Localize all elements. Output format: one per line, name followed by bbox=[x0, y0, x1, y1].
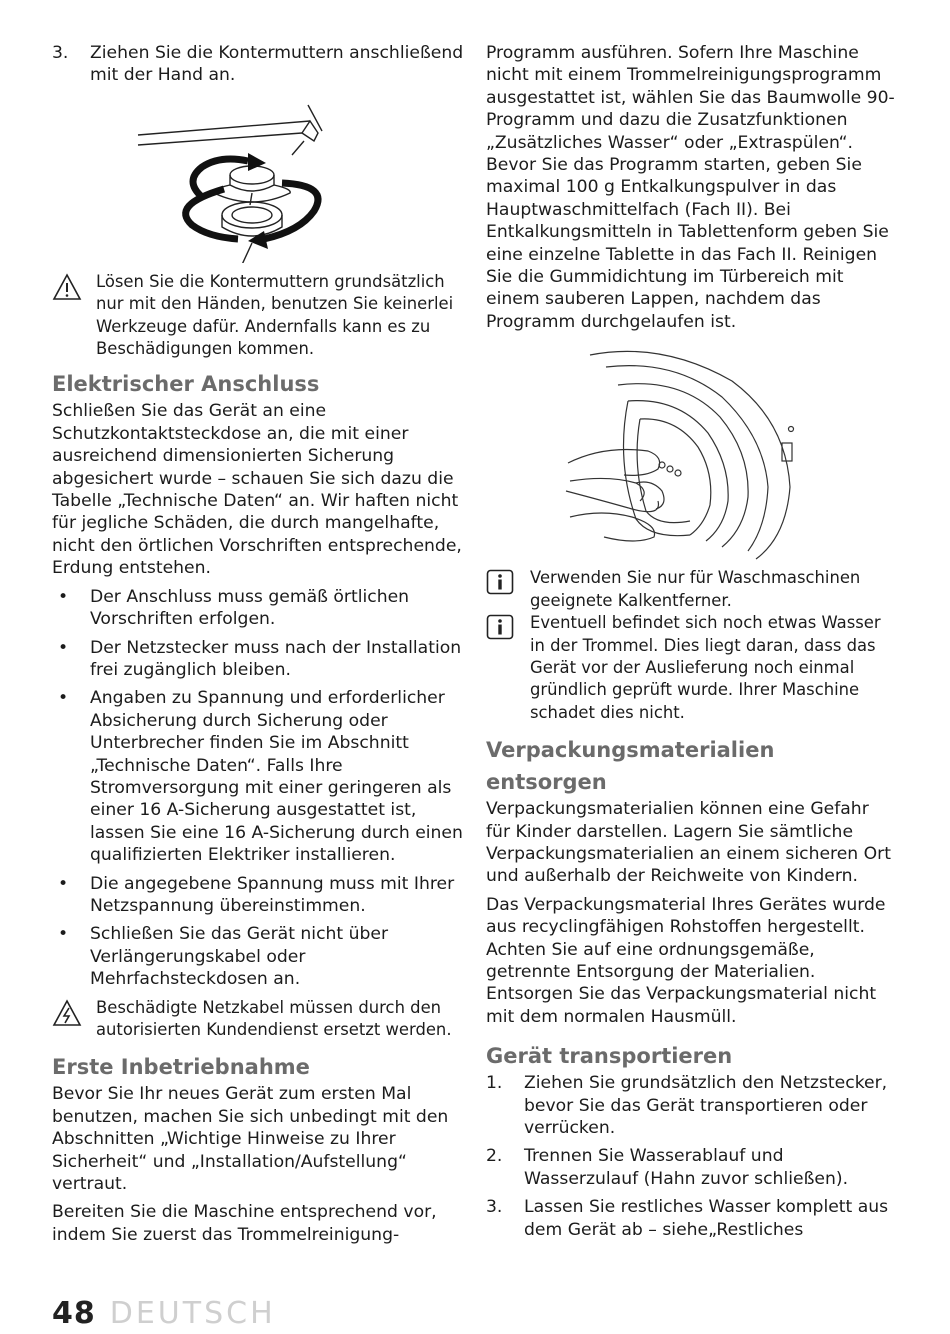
warning-text: Beschädigte Netzkabel müssen durch den autorisierten Kundendienst ersetzt werden. bbox=[96, 997, 452, 1039]
info-text: Eventuell befindet sich noch etwas Wasser in der Trommel. Dies liegt daran, dass das Gerät vor der Auslieferung noch einmal gründlich geprüft wurde. Ihrer Maschine schadet dies nicht. bbox=[530, 613, 881, 722]
transport-steps bbox=[486, 1072, 898, 1241]
warning-triangle-icon bbox=[52, 273, 82, 301]
step-number: 2. bbox=[486, 1146, 503, 1167]
list-item bbox=[486, 1196, 898, 1241]
bullet-marker: • bbox=[58, 924, 69, 945]
language-label: DEUTSCH bbox=[109, 1296, 276, 1331]
heading-packaging-disposal: Verpackungsmaterialien entsorgen bbox=[486, 738, 775, 795]
electric-warning-icon bbox=[52, 999, 82, 1027]
list-item bbox=[52, 637, 464, 682]
step-number: 1. bbox=[486, 1073, 503, 1094]
bullet-text: Die angegebene Spannung muss mit Ihrer Netzspannung übereinstimmen. bbox=[90, 873, 455, 916]
step-text: Ziehen Sie grundsätzlich den Netzstecker, bevor Sie das Gerät transportieren oder verrücken. bbox=[524, 1073, 888, 1138]
heading-electric-connection: Elektrischer Anschluss bbox=[52, 372, 320, 397]
warning-note-power-cable bbox=[52, 997, 464, 1042]
step-text: Lassen Sie restliches Wasser komplett aus dem Gerät ab – siehe„Restliches bbox=[524, 1197, 889, 1240]
warning-text: Lösen Sie die Kontermuttern grundsätzlich nur mit den Händen, benutzen Sie keinerlei Werkzeuge dafür. Andernfalls kann es zu Beschädigungen kommen. bbox=[96, 271, 454, 359]
counter-nut-illustration bbox=[52, 93, 464, 263]
step-text: Trennen Sie Wasserablauf und Wasserzulauf (Hahn zuvor schließen). bbox=[524, 1146, 849, 1189]
bullet-text: Angaben zu Spannung und erforderlicher Absicherung durch Sicherung oder Unterbrecher finden Sie im Abschnitt „Technische Daten“. Falls Ihre Stromversorgung mit einer geringeren als einer 16 A-Sicherung ausgestattet ist, lassen Sie eine 16 A-Sicherung durch einen qualifizierten Elektriker installieren. bbox=[90, 688, 463, 866]
heading-transport: Gerät transportieren bbox=[486, 1044, 733, 1069]
bullet-marker: • bbox=[58, 873, 69, 894]
left-column bbox=[52, 42, 464, 1252]
step-3 bbox=[52, 42, 464, 87]
warning-note-counter-nuts bbox=[52, 271, 464, 361]
step-text: Ziehen Sie die Kontermuttern anschließend mit der Hand an. bbox=[90, 43, 464, 86]
bullet-text: Der Anschluss muss gemäß örtlichen Vorschriften erfolgen. bbox=[90, 586, 410, 630]
counter-nut-steps bbox=[52, 42, 464, 87]
info-icon bbox=[486, 569, 514, 595]
list-item bbox=[52, 873, 464, 918]
bullet-text: Schließen Sie das Gerät nicht über Verlängerungskabel oder Mehrfachsteckdosen an. bbox=[90, 924, 389, 990]
step-number: 3. bbox=[486, 1197, 503, 1218]
bullet-marker: • bbox=[58, 688, 69, 709]
list-item bbox=[52, 586, 464, 631]
list-item bbox=[486, 1145, 898, 1190]
door-seal-cleaning-illustration bbox=[486, 341, 898, 561]
info-icon bbox=[486, 614, 514, 640]
step-number: 3. bbox=[52, 43, 69, 63]
packaging-paragraph-1: Verpackungsmaterialien können eine Gefahr für Kinder darstellen. Lagern Sie sämtliche Verpackungsmaterialien an einem sicheren Ort und außerhalb der Reichweite von Kindern. bbox=[486, 799, 891, 887]
first-use-paragraph-1: Bevor Sie Ihr neues Gerät zum ersten Mal benutzen, machen Sie sich unbedingt mit den Abschnitten „Wichtige Hinweise zu Ihrer Sicherheit“ und „Installation/Aufstellung“ vertraut. bbox=[52, 1084, 449, 1195]
list-item bbox=[52, 923, 464, 990]
right-column bbox=[486, 42, 898, 1247]
bullet-marker: • bbox=[58, 586, 69, 607]
info-note-descaler bbox=[486, 567, 898, 612]
packaging-paragraph-2: Das Verpackungsmaterial Ihres Gerätes wurde aus recyclingfähigen Rohstoffen hergestellt. Achten Sie auf eine ordnungsgemäße, getrennte Entsorgung der Materialien. Entsorgen Sie das Verpackungsmaterial nicht mit dem normalen Hausmüll. bbox=[486, 894, 886, 1027]
page-number: 48 bbox=[52, 1296, 96, 1331]
page-footer bbox=[52, 1296, 276, 1331]
heading-first-use: Erste Inbetriebnahme bbox=[52, 1055, 310, 1080]
bullet-text: Der Netzstecker muss nach der Installation frei zugänglich bleiben. bbox=[90, 637, 462, 680]
info-text: Verwenden Sie nur für Waschmaschinen geeignete Kalkentferner. bbox=[530, 568, 861, 610]
electric-bullet-list bbox=[52, 586, 464, 991]
list-item bbox=[486, 1072, 898, 1139]
first-use-paragraph-2: Bereiten Sie die Maschine entsprechend vor, indem Sie zuerst das Trommelreinigung- bbox=[52, 1202, 437, 1245]
bullet-marker: • bbox=[58, 637, 69, 658]
electric-paragraph: Schließen Sie das Gerät an eine Schutzkontaktsteckdose an, die mit einer ausreichend dimensionierten Sicherung abgesichert wurde – schauen Sie sich dazu die Tabelle „Technische Daten“ an. Wir haften nicht für jegliche Schäden, die durch mangelhafte, nicht den örtlichen Vorschriften entsprechende, Erdung entstehen. bbox=[52, 401, 462, 579]
list-item bbox=[52, 687, 464, 866]
info-note-residual-water bbox=[486, 612, 898, 724]
drum-cleaning-paragraph: Programm ausführen. Sofern Ihre Maschine nicht mit einem Trommelreinigungsprogramm ausgestattet ist, wählen Sie das Baumwolle 90-Programm und dazu die Zusatzfunktionen „Zusätzliches Wasser“ oder „Extraspülen“. Bevor Sie das Programm starten, geben Sie maximal 100 g Entkalkungspulver in das Hauptwaschmittelfach (Fach II). Bei Entkalkungsmitteln in Tablettenform geben Sie eine einzelne Tablette in das Fach II. Reinigen Sie die Gummidichtung im Türbereich mit einem sauberen Lappen, nachdem das Programm durchgelaufen ist. bbox=[486, 43, 895, 332]
